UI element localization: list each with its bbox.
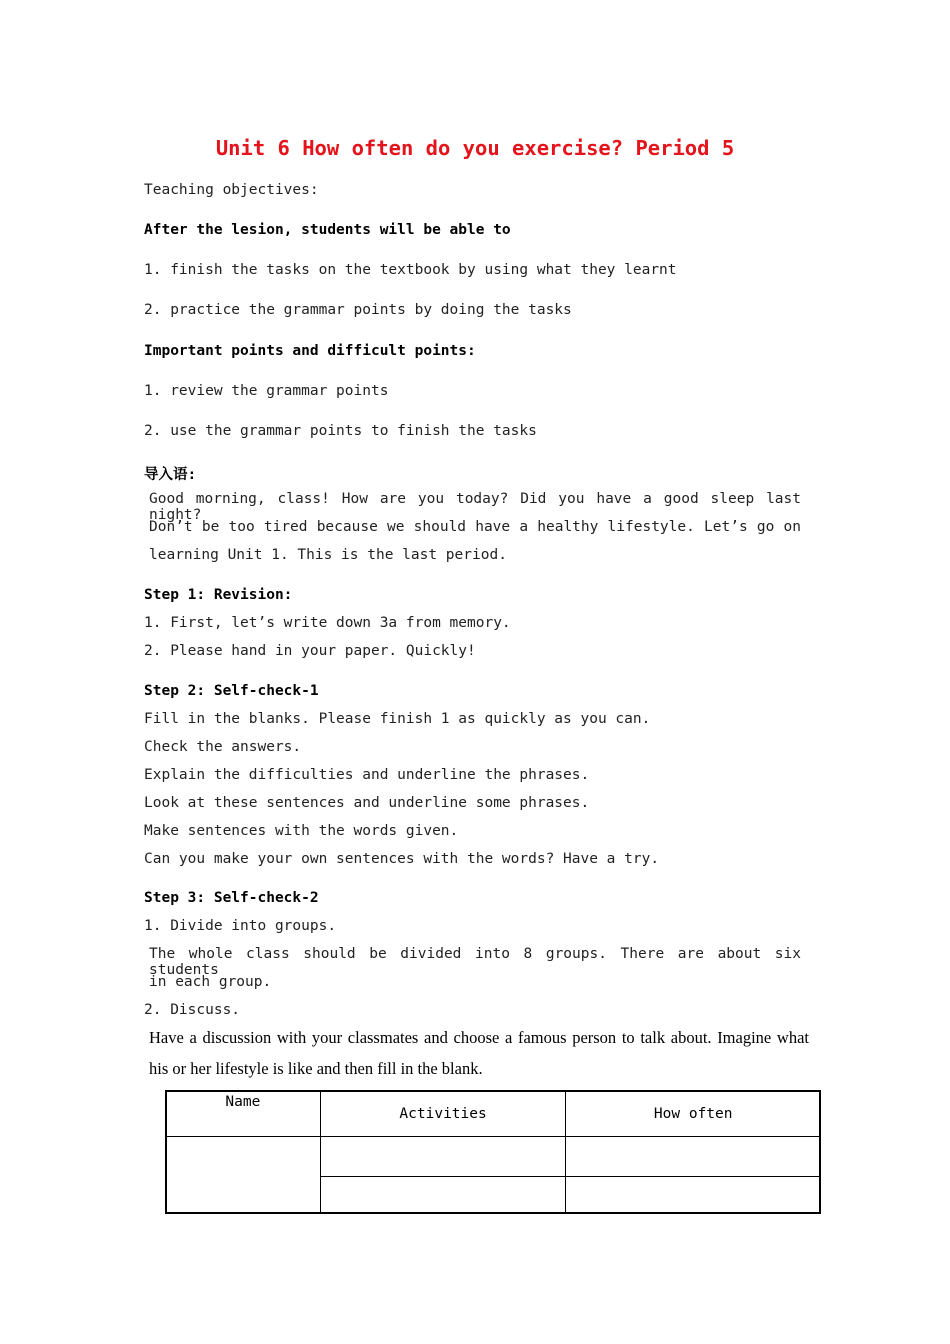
step2-line: Explain the difficulties and underline the phrases. xyxy=(144,767,590,783)
table-cell-activity[interactable] xyxy=(320,1137,566,1177)
intro-heading: 导入语: xyxy=(144,467,197,483)
intro-line: Good morning, class! How are you today? Did you have a good sleep last night? xyxy=(149,491,801,523)
lifestyle-table xyxy=(165,1090,821,1214)
page-title: Unit 6 How often do you exercise? Period 5 xyxy=(215,136,735,160)
important-heading: Important points and difficult points: xyxy=(144,343,476,359)
important-item: 1. review the grammar points xyxy=(144,383,389,399)
step3-item: 1. Divide into groups. xyxy=(144,918,337,934)
objective-item: 1. finish the tasks on the textbook by using what they learnt xyxy=(144,262,677,278)
table-header-how-often: How often xyxy=(566,1091,821,1137)
step3-detail: The whole class should be divided into 8 groups. There are about six students xyxy=(149,946,801,978)
table-header-name: Name xyxy=(166,1091,321,1137)
step2-line: Fill in the blanks. Please finish 1 as quickly as you can. xyxy=(144,711,651,727)
step3-heading: Step 3: Self-check-2 xyxy=(144,890,319,906)
table-cell-activity[interactable] xyxy=(320,1177,566,1214)
intro-line: Don’t be too tired because we should have a healthy lifestyle. Let’s go on xyxy=(149,519,801,535)
table-cell-frequency[interactable] xyxy=(566,1177,821,1214)
table-cell-name[interactable] xyxy=(166,1137,321,1214)
table-cell-frequency[interactable] xyxy=(566,1137,821,1177)
step2-line: Check the answers. xyxy=(144,739,302,755)
objective-item: 2. practice the grammar points by doing the tasks xyxy=(144,302,572,318)
step3-item: 2. Discuss. xyxy=(144,1002,241,1018)
step2-line: Make sentences with the words given. xyxy=(144,823,459,839)
step3-detail: in each group. xyxy=(149,974,272,990)
table-header-activities: Activities xyxy=(320,1091,566,1137)
step3-discussion: Have a discussion with your classmates and choose a famous person to talk about. Imagine what xyxy=(149,1028,809,1047)
step1-line: 1. First, let’s write down 3a from memory. xyxy=(144,615,511,631)
step2-line: Look at these sentences and underline some phrases. xyxy=(144,795,590,811)
important-item: 2. use the grammar points to finish the tasks xyxy=(144,423,537,439)
step1-heading: Step 1: Revision: xyxy=(144,587,293,603)
intro-line: learning Unit 1. This is the last period. xyxy=(149,547,507,563)
step2-heading: Step 2: Self-check-1 xyxy=(144,683,319,699)
step3-discussion: his or her lifestyle is like and then fill in the blank. xyxy=(149,1059,483,1078)
objectives-heading: Teaching objectives: xyxy=(144,182,319,198)
step1-line: 2. Please hand in your paper. Quickly! xyxy=(144,643,476,659)
after-lesson-text: After the lesion, students will be able to xyxy=(144,222,511,238)
step2-line: Can you make your own sentences with the words? Have a try. xyxy=(144,851,660,867)
